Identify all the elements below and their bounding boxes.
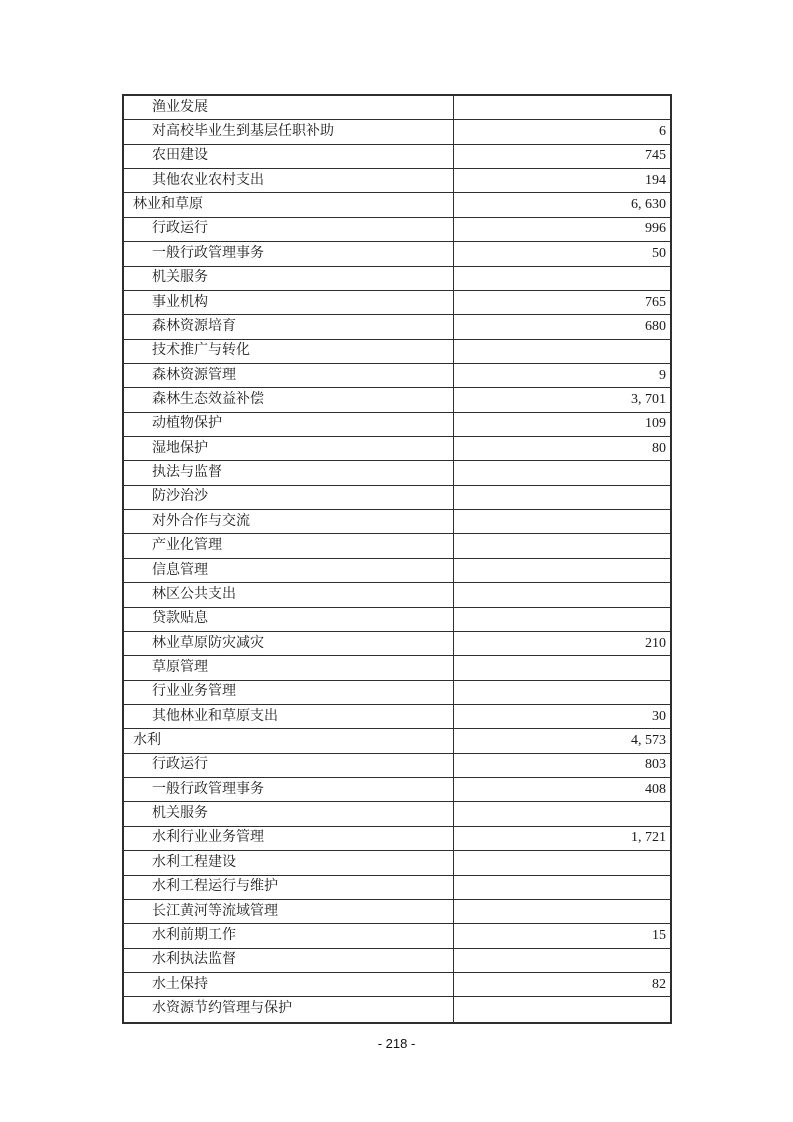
item-value-cell bbox=[454, 96, 670, 119]
item-value-cell: 109 bbox=[645, 416, 666, 432]
item-value-cell: 803 bbox=[645, 757, 666, 773]
item-value-cell: 15 bbox=[652, 927, 666, 943]
item-name-cell: 动植物保护 bbox=[124, 413, 454, 436]
item-value-cell bbox=[454, 608, 670, 631]
item-value-cell bbox=[454, 949, 670, 972]
item-value-cell bbox=[454, 583, 670, 606]
item-value-cell bbox=[454, 340, 670, 363]
item-name-cell: 其他农业农村支出 bbox=[124, 169, 454, 192]
item-name-cell: 林区公共支出 bbox=[124, 583, 454, 606]
item-value-cell: 1, 721 bbox=[631, 830, 666, 846]
table-row bbox=[124, 413, 670, 437]
item-value-cell bbox=[454, 900, 670, 923]
table-row bbox=[124, 876, 670, 900]
item-value-cell: 6 bbox=[659, 124, 666, 140]
item-value-cell bbox=[454, 851, 670, 874]
item-name-cell: 森林生态效益补偿 bbox=[124, 388, 454, 411]
item-value-cell bbox=[454, 486, 670, 509]
item-name-cell: 事业机构 bbox=[124, 291, 454, 314]
item-value-cell: 50 bbox=[652, 245, 666, 261]
item-name-cell: 草原管理 bbox=[124, 656, 454, 679]
item-name-cell: 森林资源管理 bbox=[124, 364, 454, 387]
item-name-cell: 对高校毕业生到基层任职补助 bbox=[124, 120, 454, 143]
item-name-cell: 贷款贴息 bbox=[124, 608, 454, 631]
item-value-cell: 765 bbox=[645, 294, 666, 310]
item-value-cell bbox=[454, 656, 670, 679]
table-row bbox=[124, 924, 670, 948]
item-name-cell: 水利工程建设 bbox=[124, 851, 454, 874]
table-row bbox=[124, 851, 670, 875]
table-row bbox=[124, 534, 670, 558]
table-row bbox=[124, 705, 670, 729]
table-row bbox=[124, 291, 670, 315]
table-row bbox=[124, 827, 670, 851]
table-row bbox=[124, 608, 670, 632]
table-row bbox=[124, 218, 670, 242]
table-row bbox=[124, 461, 670, 485]
budget-table bbox=[122, 94, 672, 1024]
item-value-cell: 4, 573 bbox=[631, 733, 666, 749]
item-value-cell: 745 bbox=[645, 148, 666, 164]
item-value-cell: 680 bbox=[645, 318, 666, 334]
item-value-cell bbox=[454, 997, 670, 1021]
item-name-cell: 水利前期工作 bbox=[124, 924, 454, 947]
item-value-cell bbox=[454, 802, 670, 825]
item-value-cell: 30 bbox=[652, 708, 666, 724]
item-value-cell bbox=[454, 461, 670, 484]
item-value-cell bbox=[454, 267, 670, 290]
table-row bbox=[124, 267, 670, 291]
item-name-cell: 行政运行 bbox=[124, 218, 454, 241]
item-value-cell: 210 bbox=[645, 635, 666, 651]
item-value-cell: 82 bbox=[652, 976, 666, 992]
table-row bbox=[124, 583, 670, 607]
item-value-cell bbox=[454, 876, 670, 899]
table-row bbox=[124, 340, 670, 364]
table-row bbox=[124, 559, 670, 583]
table-row bbox=[124, 145, 670, 169]
item-name-cell: 防沙治沙 bbox=[124, 486, 454, 509]
item-name-cell: 信息管理 bbox=[124, 559, 454, 582]
table-row bbox=[124, 193, 670, 217]
item-name-cell: 水利执法监督 bbox=[124, 949, 454, 972]
table-row bbox=[124, 510, 670, 534]
item-name-cell: 一般行政管理事务 bbox=[124, 242, 454, 265]
item-value-cell bbox=[454, 510, 670, 533]
item-value-cell bbox=[454, 681, 670, 704]
table-row bbox=[124, 949, 670, 973]
item-name-cell: 行业业务管理 bbox=[124, 681, 454, 704]
table-row bbox=[124, 242, 670, 266]
table-row bbox=[124, 778, 670, 802]
item-name-cell: 机关服务 bbox=[124, 267, 454, 290]
item-value-cell bbox=[454, 559, 670, 582]
item-name-cell: 长江黄河等流域管理 bbox=[124, 900, 454, 923]
item-name-cell: 水土保持 bbox=[124, 973, 454, 996]
item-value-cell: 80 bbox=[652, 440, 666, 456]
table-row bbox=[124, 681, 670, 705]
item-name-cell: 渔业发展 bbox=[124, 96, 454, 119]
table-row bbox=[124, 364, 670, 388]
table-row bbox=[124, 656, 670, 680]
table-row bbox=[124, 754, 670, 778]
item-name-cell: 技术推广与转化 bbox=[124, 340, 454, 363]
table-row bbox=[124, 96, 670, 120]
table-body bbox=[124, 96, 670, 1022]
item-name-cell: 湿地保护 bbox=[124, 437, 454, 460]
table-row bbox=[124, 973, 670, 997]
table-row bbox=[124, 729, 670, 753]
item-name-cell: 产业化管理 bbox=[124, 534, 454, 557]
item-name-cell: 执法与监督 bbox=[124, 461, 454, 484]
item-name-cell: 水利行业业务管理 bbox=[124, 827, 454, 850]
item-name-cell: 林业和草原 bbox=[124, 193, 454, 216]
item-name-cell: 机关服务 bbox=[124, 802, 454, 825]
table-row bbox=[124, 900, 670, 924]
item-name-cell: 水资源节约管理与保护 bbox=[124, 997, 454, 1021]
item-value-cell bbox=[454, 534, 670, 557]
table-row bbox=[124, 802, 670, 826]
item-value-cell: 3, 701 bbox=[631, 391, 666, 407]
item-name-cell: 农田建设 bbox=[124, 145, 454, 168]
item-value-cell: 6, 630 bbox=[631, 197, 666, 213]
table-row bbox=[124, 486, 670, 510]
table-row bbox=[124, 997, 670, 1021]
page-number: - 218 - bbox=[377, 1036, 416, 1051]
table-row bbox=[124, 632, 670, 656]
table-row bbox=[124, 388, 670, 412]
table-row bbox=[124, 315, 670, 339]
item-name-cell: 其他林业和草原支出 bbox=[124, 705, 454, 728]
table-row bbox=[124, 169, 670, 193]
item-value-cell: 194 bbox=[645, 172, 666, 188]
item-name-cell: 水利工程运行与维护 bbox=[124, 876, 454, 899]
item-value-cell: 9 bbox=[659, 367, 666, 383]
item-name-cell: 森林资源培育 bbox=[124, 315, 454, 338]
table-row bbox=[124, 120, 670, 144]
item-name-cell: 林业草原防灾减灾 bbox=[124, 632, 454, 655]
table-row bbox=[124, 437, 670, 461]
item-name-cell: 水利 bbox=[124, 729, 454, 752]
item-name-cell: 对外合作与交流 bbox=[124, 510, 454, 533]
item-name-cell: 行政运行 bbox=[124, 754, 454, 777]
item-value-cell: 408 bbox=[645, 781, 666, 797]
item-value-cell: 996 bbox=[645, 221, 666, 237]
item-name-cell: 一般行政管理事务 bbox=[124, 778, 454, 801]
